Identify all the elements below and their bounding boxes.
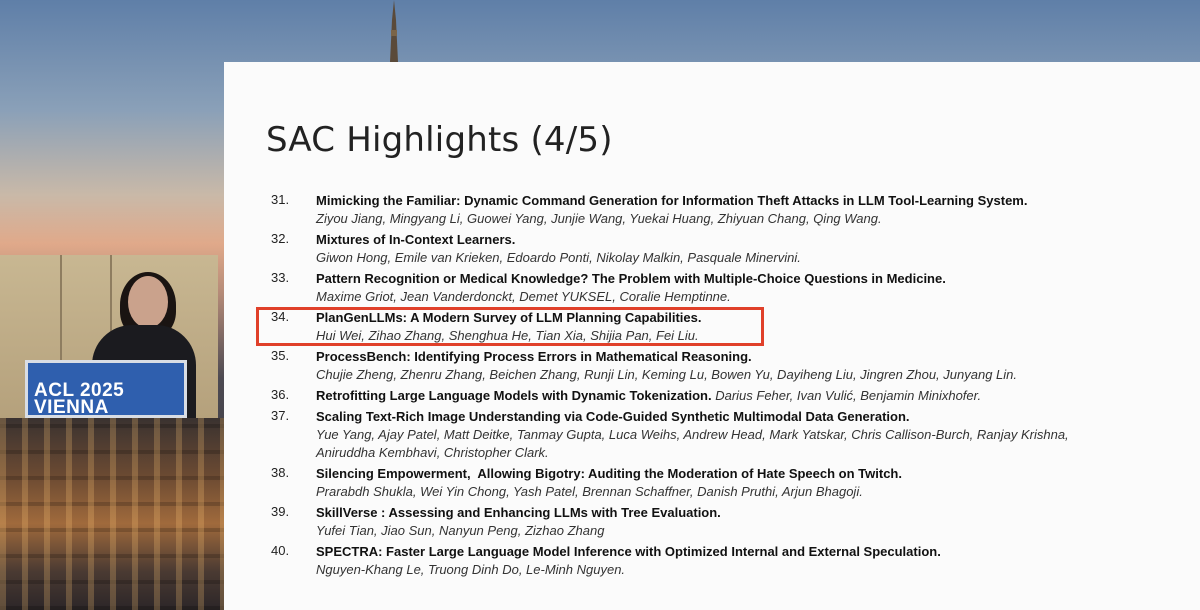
paper-entry-33 bbox=[266, 270, 1166, 306]
paper-authors: Hui Wei, Zihao Zhang, Shenghua He, Tian Xia, Shijia Pan, Fei Liu. bbox=[316, 328, 699, 343]
paper-authors-continued: Aniruddha Kembhavi, Christopher Clark. bbox=[316, 445, 549, 460]
paper-authors: Yue Yang, Ajay Patel, Matt Deitke, Tanmay Gupta, Luca Weihs, Andrew Head, Mark Yatskar, Chris Callison-Burch, Ranjay Krishna, bbox=[316, 427, 1069, 442]
paper-entry-32 bbox=[266, 231, 1166, 267]
podium-logo bbox=[34, 382, 184, 416]
paper-title: PlanGenLLMs: A Modern Survey of LLM Planning Capabilities. bbox=[316, 310, 702, 325]
paper-authors: Maxime Griot, Jean Vanderdonckt, Demet YUKSEL, Coralie Hemptinne. bbox=[316, 289, 731, 304]
paper-authors: Prarabdh Shukla, Wei Yin Chong, Yash Patel, Brennan Schaffner, Danish Pruthi, Arjun Bhagoji. bbox=[316, 484, 863, 499]
slide-title: SAC Highlights (4/5) bbox=[266, 120, 613, 160]
paper-entry-36 bbox=[266, 387, 1166, 405]
paper-title: Silencing Empowerment, Allowing Bigotry: Auditing the Moderation of Hate Speech on Twitch. bbox=[316, 466, 902, 481]
paper-authors: Nguyen-Khang Le, Truong Dinh Do, Le-Minh Nguyen. bbox=[316, 562, 626, 577]
paper-authors: Yufei Tian, Jiao Sun, Nanyun Peng, Zizhao Zhang bbox=[316, 523, 605, 538]
paper-title: SkillVerse : Assessing and Enhancing LLMs with Tree Evaluation. bbox=[316, 505, 721, 520]
entry-number: 34. bbox=[271, 309, 290, 324]
entry-number: 40. bbox=[271, 543, 290, 558]
paper-title: Mixtures of In-Context Learners. bbox=[316, 232, 516, 247]
podium-logo-line2: VIENNA bbox=[34, 397, 109, 418]
entry-number: 32. bbox=[271, 231, 290, 246]
paper-title-line bbox=[316, 387, 1166, 405]
entry-number: 36. bbox=[271, 387, 290, 402]
speaker-head bbox=[128, 276, 168, 328]
entry-number: 39. bbox=[271, 504, 290, 519]
paper-list bbox=[266, 192, 1166, 582]
paper-title: Scaling Text-Rich Image Understanding via Code-Guided Synthetic Multimodal Data Generation. bbox=[316, 409, 910, 424]
paper-entry-31 bbox=[266, 192, 1166, 228]
paper-authors: Ziyou Jiang, Mingyang Li, Guowei Yang, Junjie Wang, Yuekai Huang, Zhiyuan Chang, Qing Wang. bbox=[316, 211, 882, 226]
paper-entry-39 bbox=[266, 504, 1166, 540]
entry-number: 38. bbox=[271, 465, 290, 480]
podium-logo-line1: ACL 2025 bbox=[34, 380, 125, 401]
entry-number: 33. bbox=[271, 270, 290, 285]
entry-number: 37. bbox=[271, 408, 290, 423]
entry-number: 35. bbox=[271, 348, 290, 363]
paper-authors: Darius Feher, Ivan Vulić, Benjamin Minixhofer. bbox=[715, 388, 982, 403]
tower-spire bbox=[386, 0, 402, 62]
paper-title: SPECTRA: Faster Large Language Model Inference with Optimized Internal and External Speculation. bbox=[316, 544, 941, 559]
building-windows bbox=[0, 418, 224, 610]
paper-title: Retrofitting Large Language Models with Dynamic Tokenization. bbox=[316, 388, 712, 403]
paper-entry-35 bbox=[266, 348, 1166, 384]
entry-number: 31. bbox=[271, 192, 290, 207]
paper-entry-37 bbox=[266, 408, 1166, 462]
paper-authors: Chujie Zheng, Zhenru Zhang, Beichen Zhang, Runji Lin, Keming Lu, Bowen Yu, Dayiheng Liu, Jingren Zhou, Junyang Lin. bbox=[316, 367, 1017, 382]
paper-entry-38 bbox=[266, 465, 1166, 501]
paper-entry-40 bbox=[266, 543, 1166, 579]
paper-title: Pattern Recognition or Medical Knowledge? The Problem with Multiple-Choice Questions in Medicine. bbox=[316, 271, 946, 286]
paper-title: ProcessBench: Identifying Process Errors in Mathematical Reasoning. bbox=[316, 349, 752, 364]
paper-authors: Giwon Hong, Emile van Krieken, Edoardo Ponti, Nikolay Malkin, Pasquale Minervini. bbox=[316, 250, 801, 265]
highlight-box bbox=[256, 307, 764, 346]
paper-title: Mimicking the Familiar: Dynamic Command Generation for Information Theft Attacks in LLM Tool-Learning System. bbox=[316, 193, 1028, 208]
